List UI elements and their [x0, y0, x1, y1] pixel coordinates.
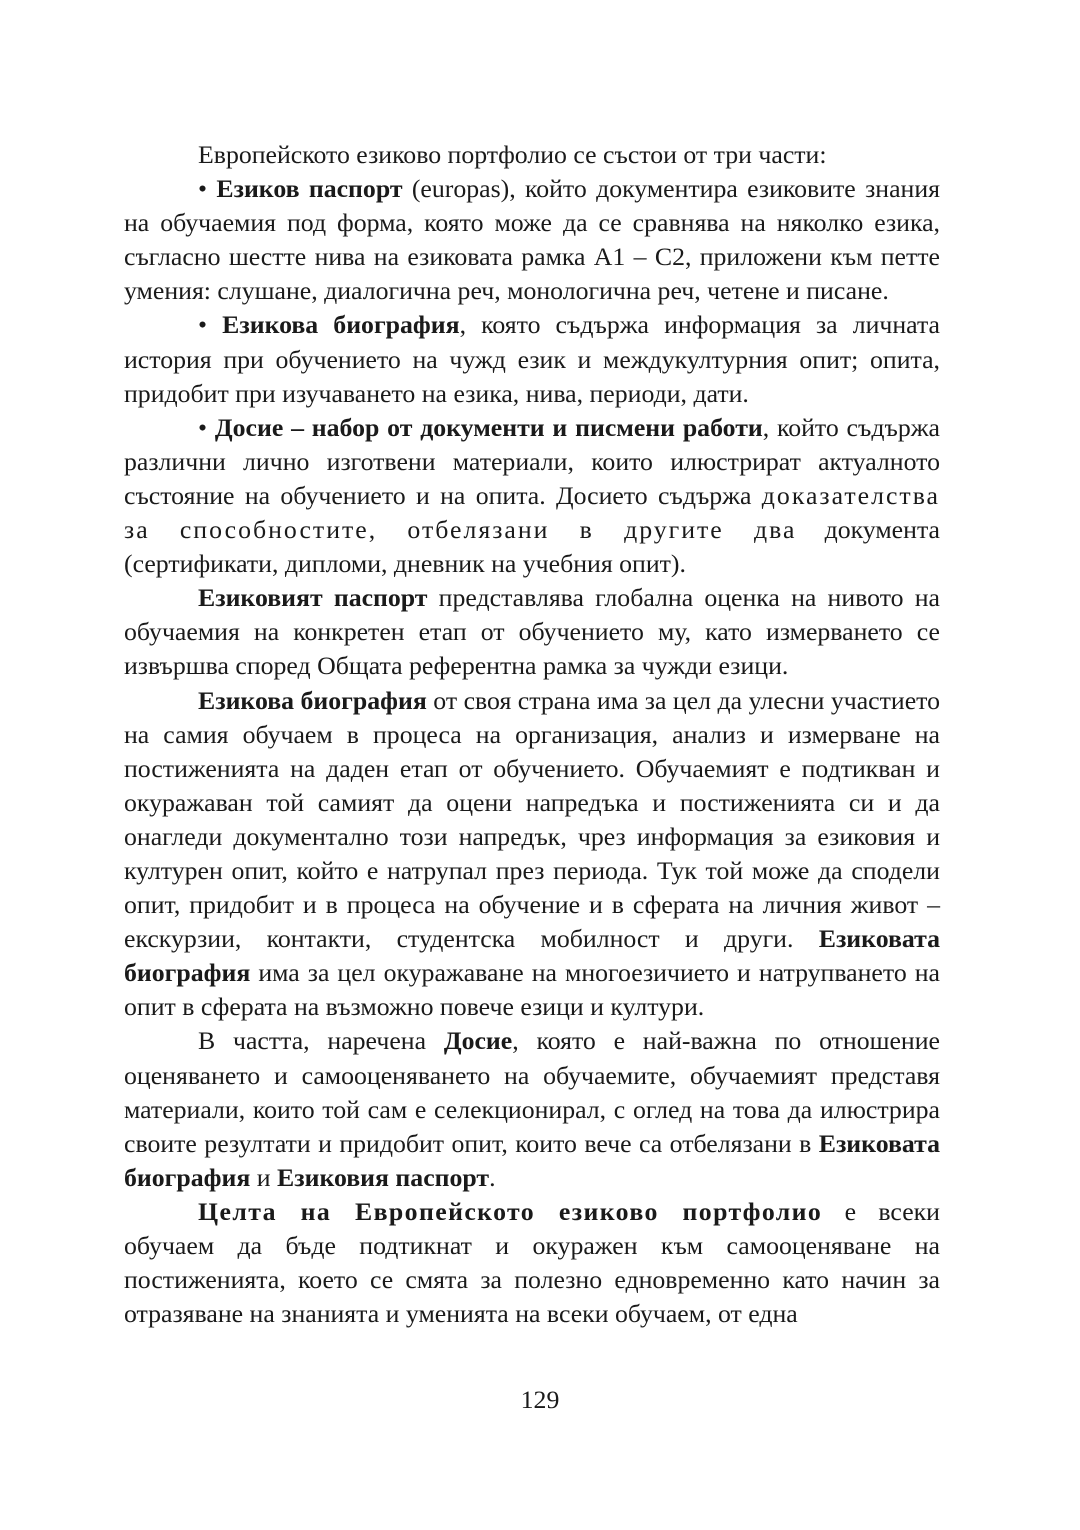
term-the-language-biography: Езиковата биография	[124, 924, 940, 988]
portfolio-goal-text: е всеки обучаем да бъде подтикнат и окуражен към самооценяване на постиженията, което се смята за полезно едновременно като начин за отразяване на знанията и уменията на всеки обучаем, от една	[124, 1196, 940, 1329]
passport-definition-text: представлява глобална оценка на нивото на обучаемия на конкретен етап от обучението му, като измерването се извършва според Общата референтна рамка за чужди езици.	[124, 583, 940, 681]
intro-text: Европейското езиково портфолио се състои от три части:	[198, 140, 827, 169]
term-the-language-passport: Езиковият паспорт	[198, 583, 428, 613]
biography-definition-text-2: има за цел окуражаване на многоезичието и натрупването на опит в сферата на възможно повече езици и култури.	[124, 958, 940, 1022]
language-biography-text: , която съдържа информация за личната история при обучението на чужд език и междукултурния опит; опита, придобит при изучаването на езика, нива, периоди, дати.	[124, 310, 940, 408]
paragraph-passport-definition	[124, 581, 940, 683]
page-body	[124, 138, 940, 1331]
bullet-glyph: •	[198, 310, 208, 340]
bullet-glyph: •	[198, 412, 208, 442]
term-the-language-biography-2: Езиковата биография	[124, 1128, 940, 1192]
dossier-text-b: документа (сертификати, дипломи, дневник на учебния опит).	[124, 515, 940, 579]
dossier-definition-text-a: В частта, наречена	[198, 1026, 444, 1056]
term-language-passport: Езиков паспорт	[216, 174, 403, 204]
bullet-glyph: •	[198, 174, 208, 204]
dossier-definition-text-b: , която е най-важна по отношение оценяването и самооценяването на обучаемите, обучаемият представя материали, които той сам е селекционирал, с оглед на това да илюстрира своите резултати и придобит опит, които вече са отбелязани в	[124, 1026, 940, 1158]
dossier-text-a: , който съдържа различни лично изготвени материали, които илюстрират актуалното състояние на обучението и на опита. Досието съдържа	[124, 412, 940, 510]
term-language-biography: Езикова биография	[222, 310, 460, 340]
paragraph-language-biography	[124, 308, 940, 410]
term-language-biography-2: Езикова биография	[198, 685, 427, 715]
paragraph-dossier	[124, 411, 940, 581]
term-dossier: Досие – набор от документи и писмени работи	[214, 412, 763, 442]
paragraph-dossier-definition	[124, 1024, 940, 1194]
paragraph-language-passport	[124, 172, 940, 308]
dossier-text-spaced: доказателства за способностите, отбелязани в другите два	[124, 480, 940, 545]
language-passport-text: (europas), който документира езиковите знания на обучаемия под форма, която може да се сравнява на няколко езика, съгласно шестте нива на езиковата рамка А1 – С2, приложени към петте умения: слушане, диалогична реч, монологична реч, четене и писане.	[124, 174, 940, 306]
term-the-language-passport-2: Езиковия паспорт	[277, 1162, 490, 1192]
term-portfolio-goal: Целта на Европейското езиково портфолио	[198, 1196, 823, 1226]
biography-definition-text: от своя страна има за цел да улесни участието на самия обучаем в процеса на организация, анализ и измерване на постиженията на даден етап от обучението. Обучаемият е подтикван и окуражаван той самият да оцени напредъка и постиженията си и да онагледи документално този напредък, чрез информация за езиковия и културен опит, който е натрупал през периода. Тук той може да сподели опит, придобит и в процеса на обучение и в сферата на личния живот – екскурзии, контакти, студентска мобилност и други.	[124, 685, 940, 954]
paragraph-intro	[124, 138, 940, 172]
page-number: 129	[520, 1385, 560, 1414]
paragraph-portfolio-goal	[124, 1195, 940, 1331]
term-dossier-2: Досие	[443, 1026, 513, 1056]
dossier-definition-text-c: и	[250, 1162, 278, 1192]
dossier-definition-text-d: .	[489, 1162, 496, 1192]
paragraph-biography-definition	[124, 684, 940, 1025]
